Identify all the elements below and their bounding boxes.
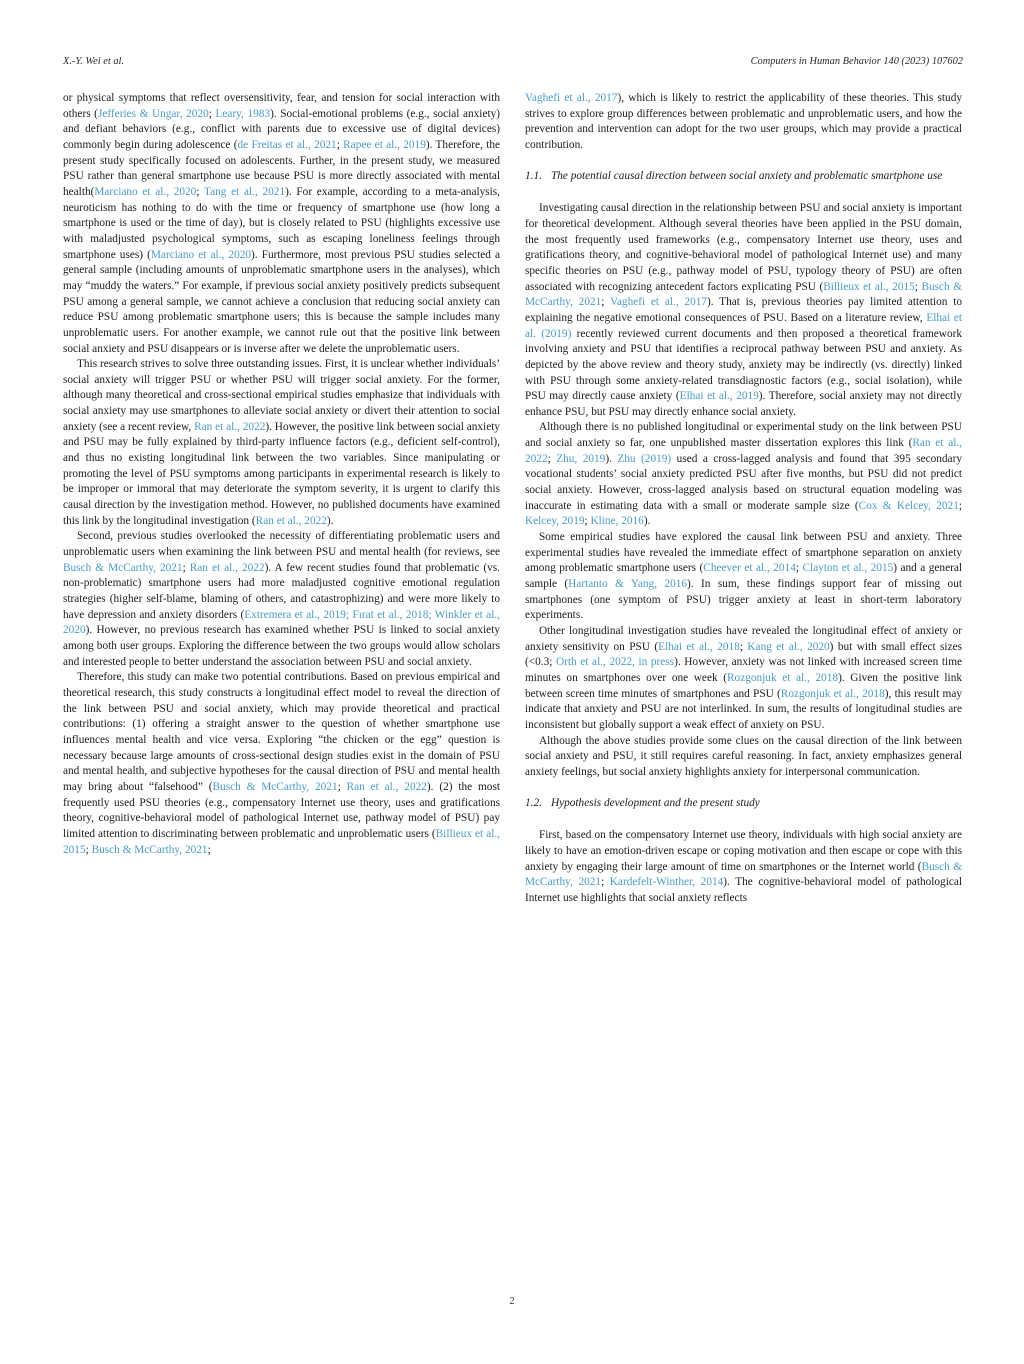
citation-link[interactable]: de Freitas et al., 2021 — [237, 138, 337, 151]
paragraph: Other longitudinal investigation studies have revealed the longitudinal effect of anxiety or anxiety sensitivity on PSU (Elhai et al., 2018; Kang et al., 2020) but with small effect sizes (<0.3; Orth et al., 2022, in press). However, anxiety was not linked with increased screen time minutes on smartphones over one week (Rozgonjuk et al., 2018). Given the positive link between screen time minutes of smartphones and PSU (Rozgonjuk et al., 2018), this result may indicate that anxiety and PSU are not interlinked. In sum, the results of longitudinal studies are inconsistent but globally support a weak effect of anxiety on PSU. — [525, 625, 963, 731]
citation-link[interactable]: Elhai et al., 2018 — [658, 640, 740, 653]
citation-link[interactable]: Busch & McCarthy, 2021 — [63, 561, 183, 574]
citation-link[interactable]: Zhu (2019) — [617, 452, 672, 465]
section-number: 1.1. — [525, 169, 542, 182]
citation-link[interactable]: Kline, 2016 — [590, 515, 644, 528]
running-head — [63, 56, 963, 67]
two-column-body — [63, 91, 963, 907]
citation-link[interactable]: Tang et al., 2021 — [204, 185, 286, 198]
section-title: The potential causal direction between social anxiety and problematic smartphone use — [550, 169, 943, 182]
citation-link[interactable]: Ran et al., 2022 — [346, 780, 427, 793]
running-head-author: X.-Y. Wei et al. — [63, 56, 124, 67]
citation-link[interactable]: Jefferies & Ungar, 2020 — [97, 107, 209, 120]
paragraph: Investigating causal direction in the relationship between PSU and social anxiety is important for theoretical development. Although several theories have been applied in the PSU domain, the most frequently used frameworks (e.g., compensatory Internet use theory, uses and gratifications theory, and cognitive-behavioral model of pathological Internet use) and many specific theories on PSU (e.g., pathway model of PSU, typology theory of PSU) are often associated with recognizing antecedent factors explicating PSU (Billieux et al., 2015; Busch & McCarthy, 2021; Vaghefi et al., 2017). That is, previous theories pay limited attention to explaining the negative emotional consequences of PSU. Based on a literature review, Elhai et al. (2019) recently reviewed current documents and then proposed a theoretical framework involving anxiety and PSU that identifies a reciprocal pathway between PSU and anxiety. As depicted by the above review and theory study, anxiety may be indirectly (vs. directly) linked with PSU through some anxiety-related transdiagnostic factors (e.g., social isolation), while PSU may directly cause anxiety (Elhai et al., 2019). Therefore, social anxiety may not directly enhance PSU, but PSU may directly enhance social anxiety. — [525, 202, 963, 418]
right-column — [525, 91, 962, 907]
section-title: Hypothesis development and the present study — [550, 796, 760, 809]
citation-link[interactable]: Billieux et al., 2015 — [823, 280, 915, 293]
citation-link[interactable]: Busch & McCarthy, 2021 — [525, 860, 962, 889]
citation-link[interactable]: Orth et al., 2022, in press — [556, 656, 675, 669]
citation-link[interactable]: Busch & McCarthy, 2021 — [91, 843, 208, 856]
running-head-journal: Computers in Human Behavior 140 (2023) 107602 — [750, 56, 963, 67]
page-footer — [0, 1296, 1024, 1307]
citation-link[interactable]: Rozgonjuk et al., 2018 — [780, 687, 885, 700]
paragraph: Although the above studies provide some clues on the causal direction of the link between social anxiety and PSU, it still requires careful reasoning. In fact, anxiety emphasizes general anxiety feelings, but social anxiety highlights anxiety for interpersonal communication. — [525, 734, 962, 778]
paragraph: Vaghefi et al., 2017), which is likely to restrict the applicability of these theories. This study strives to explore group differences between problematic and unproblematic users, and how the prevention and intervention can adopt for the two user groups, which may provide a practical contribution. — [525, 92, 962, 151]
citation-link[interactable]: Elhai et al., 2019 — [679, 390, 759, 403]
citation-link[interactable]: Ran et al., 2022 — [189, 561, 265, 574]
citation-link[interactable]: Leary, 1983 — [215, 107, 271, 120]
citation-link[interactable]: Busch & McCarthy, 2021 — [212, 780, 338, 793]
paragraph: This research strives to solve three outstanding issues. First, it is unclear whether individuals’ social anxiety will trigger PSU or whether PSU will trigger social anxiety. For the former, although many theoretical and cross-sectional empirical studies emphasize that individuals with social anxiety may use smartphones to alleviate social anxiety or divert their attention to social anxiety (see a recent review, Ran et al., 2022). However, the positive link between social anxiety and PSU may be fully explained by third-party influence factors (e.g., deficient self-control), and thus no existing longitudinal link between the two variables. Since manipulating or promoting the level of PSU symptoms among participants in experimental research is likely to be improper or immoral that may deteriorate the symptom severity, it is urgent to clarify this causal direction by the investigation method. However, no published documents have examined this link by the longitudinal investigation (Ran et al., 2022). — [63, 358, 500, 527]
paragraph: Some empirical studies have explored the causal link between PSU and anxiety. Three experimental studies have revealed the immediate effect of smartphone separation on anxiety among problematic smartphone users (Cheever et al., 2014; Clayton et al., 2015) and a general sample (Hartanto & Yang, 2016). In sum, these findings support fear of missing out smartphones (one symptom of PSU) trigger anxiety at least in short-term laboratory experiments. — [525, 531, 962, 622]
citation-link[interactable]: Cox & Kelcey, 2021 — [858, 499, 959, 512]
citation-link[interactable]: Marciano et al., 2020 — [150, 248, 252, 261]
citation-link[interactable]: Cheever et al., 2014 — [703, 562, 796, 575]
paragraph: Therefore, this study can make two potential contributions. Based on previous empirical and theoretical research, this study constructs a longitudinal effect model to reveal the direction of the link between PSU and social anxiety, which may provide theoretical and practical contributions: (1) offering a straight answer to the question of whether smartphone use influences mental health and vice versa. Exploring “the chicken or the egg” question is necessary because large amounts of cross-sectional design studies exist in the domain of PSU and mental health, and subjective hypotheses for the causal direction of PSU and mental health may bring about “falsehood” (Busch & McCarthy, 2021; Ran et al., 2022). (2) the most frequently used PSU theories (e.g., compensatory Internet use theory, uses and gratifications theory, cognitive-behavioral model of pathological Internet use, pathway model of PSU) pay limited attention to discriminating between problematic and unproblematic users (Billieux et al., 2015; Busch & McCarthy, 2021; — [63, 671, 500, 856]
section-number: 1.2. — [525, 796, 542, 809]
page-number: 2 — [509, 1296, 515, 1307]
citation-link[interactable]: Billieux et al., 2015 — [63, 827, 500, 856]
citation-link[interactable]: Elhai et al. (2019) — [525, 311, 962, 340]
citation-link[interactable]: Rapee et al., 2019 — [343, 138, 426, 151]
paragraph: or physical symptoms that reflect oversensitivity, fear, and tension for social interaction with others (Jefferies & Ungar, 2020; Leary, 1983). Social-emotional problems (e.g., social anxiety) and defiant behaviors (e.g., conflict with parents due to excessive use of digital devices) commonly begin during adolescence (de Freitas et al., 2021; Rapee et al., 2019). Therefore, the present study specifically focused on adolescents. Further, in the present study, we measured PSU rather than general smartphone use because PSU is more directly associated with mental health(Marciano et al., 2020; Tang et al., 2021). For example, according to a meta-analysis, neuroticism has nothing to do with the time or frequency of smartphone use (how long a smartphone is used or the time of day), but is closely related to PSU (highlights excessive use with maladjusted psychological symptoms, such as escaping loneliness feelings through smartphone uses) (Marciano et al., 2020). Furthermore, most previous PSU studies selected a general sample (including amounts of unproblematic smartphone users in the analyses), which may “muddy the waters.” For example, if previous social anxiety positively predicts subsequent PSU among a general sample, we cannot achieve a conclusion that reducing social anxiety can reduce PSU among problematic smartphone users; this is because the sample includes many unproblematic users. For another example, we cannot rule out that the positive link between social anxiety and PSU disappears or is inverse after we delete the unproblematic users. — [63, 92, 501, 355]
citation-link[interactable]: Rozgonjuk et al., 2018 — [727, 671, 839, 684]
citation-link[interactable]: Kelcey, 2019 — [525, 515, 585, 528]
citation-link[interactable]: Vaghefi et al., 2017 — [525, 92, 618, 104]
citation-link[interactable]: Busch & McCarthy, 2021 — [525, 280, 962, 309]
citation-link[interactable]: Vaghefi et al., 2017 — [610, 296, 708, 309]
citation-link[interactable]: Hartanto & Yang, 2016 — [568, 578, 688, 591]
citation-link[interactable]: Marciano et al., 2020 — [94, 185, 197, 198]
citation-link[interactable]: Clayton et al., 2015 — [802, 562, 894, 575]
paragraph: Although there is no published longitudinal or experimental study on the link between PSU and social anxiety so far, one unpublished master dissertation explores this link (Ran et al., 2022; Zhu, 2019). Zhu (2019) used a cross-lagged analysis and found that 395 secondary vocational students’ social anxiety predicted PSU after five months, but PSU did not predict social anxiety. However, cross-lagged analysis based on structural equation modeling was inaccurate in estimating data with a small or moderate sample size (Cox & Kelcey, 2021; Kelcey, 2019; Kline, 2016). — [525, 421, 962, 528]
section-heading — [525, 796, 962, 812]
citation-link[interactable]: Kang et al., 2020 — [747, 640, 830, 653]
citation-link[interactable]: Ran et al., 2022 — [255, 514, 327, 527]
left-column — [63, 91, 500, 907]
paragraph: Second, previous studies overlooked the necessity of differentiating problematic users and unproblematic users when examining the link between PSU and mental health (for reviews, see Busch & McCarthy, 2021; Ran et al., 2022). A few recent studies found that problematic (vs. non-problematic) smartphone users had more maladjusted cognitive emotional regulation strategies (higher self-blame, blaming of others, and catastrophizing) and were more likely to have depression and anxiety disorders (Extremera et al., 2019; Fırat et al., 2018; Winkler et al., 2020). However, no previous research has examined whether PSU is linked to social anxiety among both user groups. Exploring the difference between the two groups would allow scholars and interested people to better understand the association between PSU and social anxiety. — [63, 530, 500, 668]
citation-link[interactable]: Zhu, 2019 — [556, 452, 606, 465]
citation-link[interactable]: Kardefelt-Winther, 2014 — [609, 876, 724, 889]
section-heading — [525, 169, 962, 185]
citation-link[interactable]: Extremera et al., 2019; Fırat et al., 2018; Winkler et al., 2020 — [63, 608, 500, 637]
citation-link[interactable]: Ran et al., 2022 — [194, 420, 266, 433]
paragraph: First, based on the compensatory Internet use theory, individuals with high social anxiety are likely to have an emotion-driven escape or coping motivation and then escape or cope with this anxiety by engaging their large amount of time on smartphones or the Internet world (Busch & McCarthy, 2021; Kardefelt-Winther, 2014). The cognitive-behavioral model of pathological Internet use highlights that social anxiety reflects — [525, 829, 963, 904]
citation-link[interactable]: Ran et al., 2022 — [525, 437, 962, 465]
